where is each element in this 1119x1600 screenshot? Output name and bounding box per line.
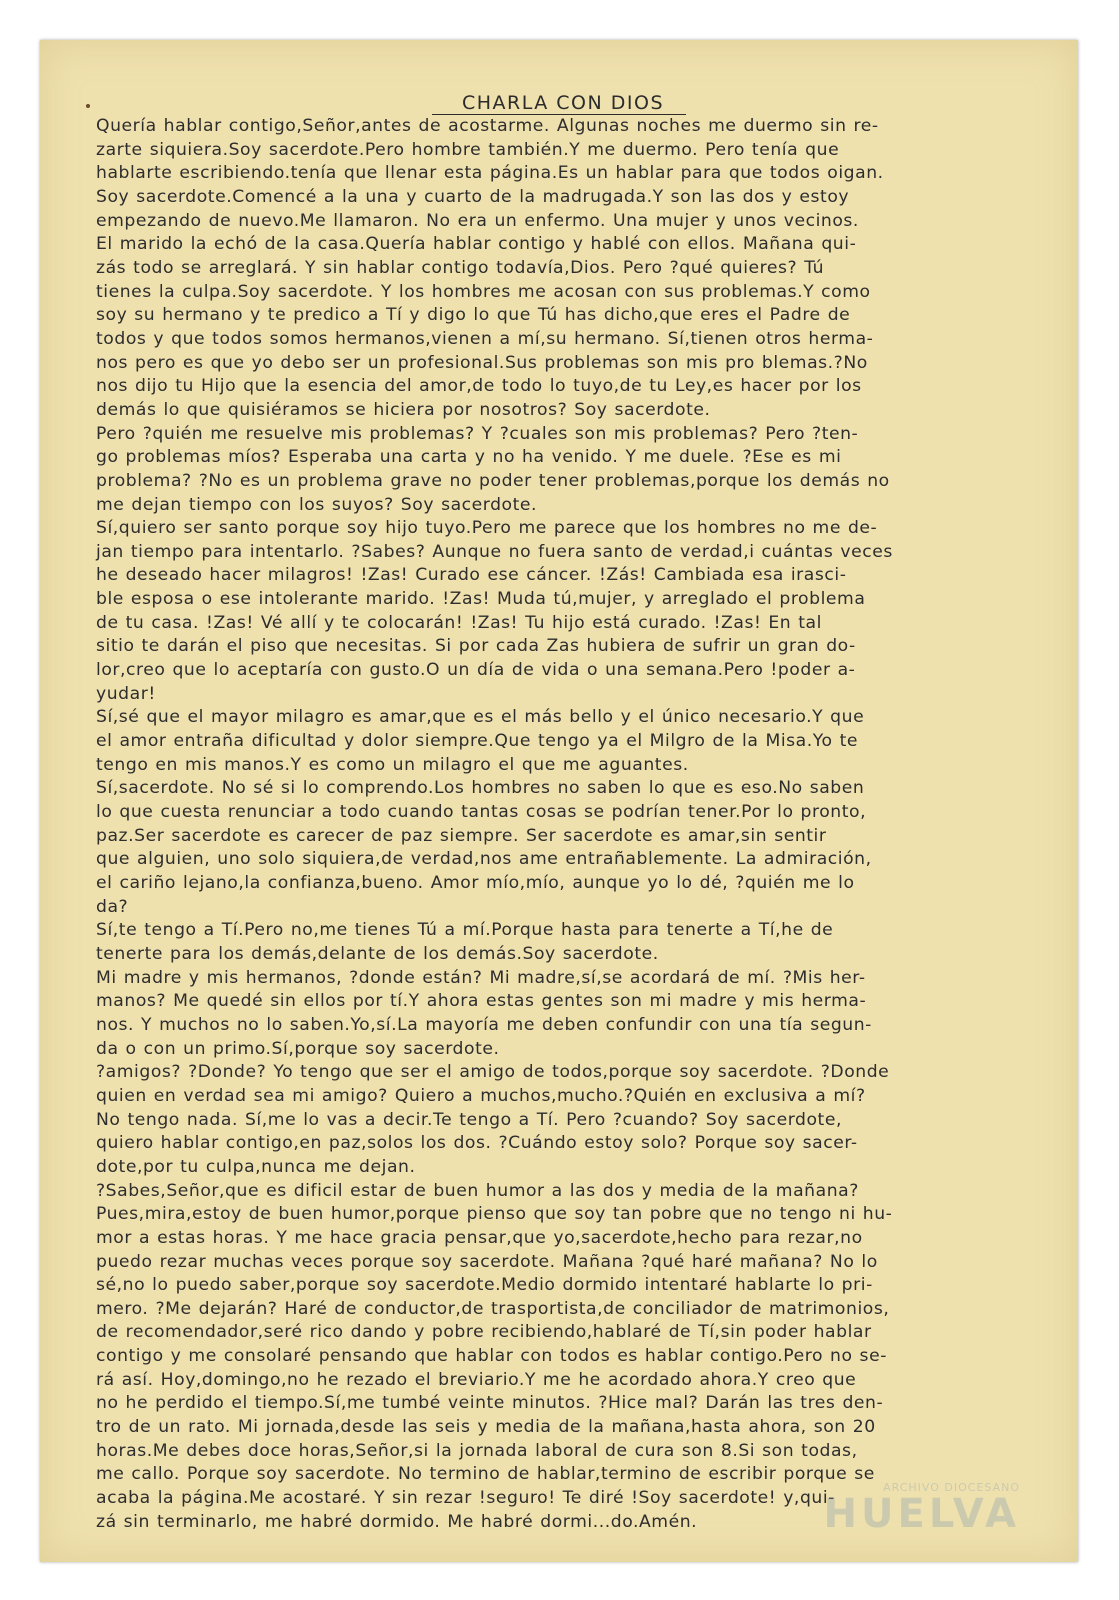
text-line: de recomendador,seré rico dando y pobre recibiendo,hablaré de Tí,sin poder hablar [96, 1322, 872, 1343]
text-line: Sí,quiero ser santo porque soy hijo tuyo.Pero me parece que los hombres no me de- [96, 518, 878, 539]
text-line: Soy sacerdote.Comencé a la una y cuarto de la madrugada.Y son las dos y estoy [96, 186, 850, 207]
text-line: puedo rezar muchas veces porque soy sacerdote. Mañana ?qué haré mañana? No lo [96, 1251, 878, 1272]
text-line: acaba la página.Me acostaré. Y sin rezar !seguro! Te diré !Soy sacerdote! y,qui- [96, 1488, 835, 1509]
text-line: mor a estas horas. Y me hace gracia pensar,que yo,sacerdote,hecho para rezar,no [96, 1227, 863, 1248]
text-line: que alguien, uno solo siquiera,de verdad,nos ame entrañablemente. La admiración, [96, 849, 872, 870]
text-line: ?amigos? ?Donde? Yo tengo que ser el amigo de todos,porque soy sacerdote. ?Donde [96, 1062, 890, 1083]
text-line: rá así. Hoy,domingo,no he rezado el breviario.Y me he acordado ahora.Y creo que [96, 1369, 857, 1390]
text-line: zarte siquiera.Soy sacerdote.Pero hombre también.Y me duermo. Pero tenía que [96, 139, 840, 160]
text-line: Sí,te tengo a Tí.Pero no,me tienes Tú a mí.Porque hasta para tenerte a Tí,he de [96, 920, 834, 941]
text-line: paz.Ser sacerdote es carecer de paz siempre. Ser sacerdote es amar,sin sentir [96, 825, 827, 846]
text-line: jan tiempo para intentarlo. ?Sabes? Aunque no fuera santo de verdad,i cuántas veces [96, 541, 893, 562]
text-line: nos. Y muchos no lo saben.Yo,sí.La mayoría me deben confundir con una tía segun- [96, 1014, 872, 1035]
text-line: Pues,mira,estoy de buen humor,porque pienso que soy tan pobre que no tengo ni hu- [96, 1204, 893, 1225]
text-line: zás todo se arreglará. Y sin hablar contigo todavía,Dios. Pero ?qué quieres? Tú [96, 257, 825, 278]
text-line: sé,no lo puedo saber,porque soy sacerdote.Medio dormido intentaré hablarte lo pri- [96, 1275, 873, 1296]
text-line: he deseado hacer milagros! !Zas! Curado ese cáncer. !Zás! Cambiada esa irasci- [96, 565, 847, 586]
text-line: El marido la echó de la casa.Quería hablar contigo y hablé con ellos. Mañana qui- [96, 234, 857, 255]
text-line: el cariño lejano,la confianza,bueno. Amor mío,mío, aunque yo lo dé, ?quién me lo [96, 873, 855, 893]
document-page [40, 40, 1078, 1562]
text-line: quien en verdad sea mi amigo? Quiero a muchos,mucho.?Quién en exclusiva a mí? [96, 1085, 866, 1106]
text-line: tienes la culpa.Soy sacerdote. Y los hombres me acosan con sus problemas.Y como [96, 281, 871, 302]
text-line: contigo y me consolaré pensando que hablar con todos es hablar contigo.Pero no se- [96, 1346, 887, 1367]
text-line: lo que cuesta renunciar a todo cuando tantas cosas se podrían tener.Por lo pronto, [96, 802, 867, 823]
watermark-line-1: ARCHIVO DIOCESANO [883, 1481, 1020, 1494]
text-line: da o con un primo.Sí,porque soy sacerdote. [96, 1038, 500, 1059]
text-line: horas.Me debes doce horas,Señor,si la jornada laboral de cura son 8.Si son todas, [96, 1440, 858, 1461]
text-line: problema? ?No es un problema grave no poder tener problemas,porque los demás no [96, 470, 890, 491]
text-line: no he perdido el tiempo.Sí,me tumbé veinte minutos. ?Hice mal? Darán las tres den- [96, 1393, 884, 1414]
text-line: go problemas míos? Esperaba una carta y no ha venido. Y me duele. ?Ese es mi [96, 447, 842, 468]
text-line: me callo. Porque soy sacerdote. No termino de hablar,termino de escribir porque se [96, 1464, 875, 1485]
text-line: ?Sabes,Señor,que es dificil estar de buen humor a las dos y media de la mañana? [96, 1180, 859, 1201]
text-line: empezando de nuevo.Me llamaron. No era un enfermo. Una mujer y unos vecinos. [96, 210, 859, 231]
text-line: No tengo nada. Sí,me lo vas a decir.Te tengo a Tí. Pero ?cuando? Soy sacerdote, [96, 1109, 842, 1130]
document-title [40, 92, 1078, 115]
text-line: el amor entraña dificultad y dolor siempre.Que tengo ya el Milgro de la Misa.Yo te [96, 731, 859, 752]
text-line: da? [96, 896, 129, 917]
text-line: nos pero es que yo debo ser un profesional.Sus problemas son mis pro blemas.?No [96, 352, 868, 373]
text-line: lor,creo que lo aceptaría con gusto.O un día de vida o una semana.Pero !poder a- [96, 660, 856, 681]
title-text: CHARLA CON DIOS [432, 92, 686, 115]
text-line: hablarte escribiendo.tenía que llenar esta página.Es un hablar para que todos oigan. [96, 163, 884, 184]
text-line: yudar! [96, 683, 156, 704]
text-line: nos dijo tu Hijo que la esencia del amor,de todo lo tuyo,de tu Ley,es hacer por los [96, 376, 862, 397]
text-line: manos? Me quedé sin ellos por tí.Y ahora estas gentes son mi madre y mis herma- [96, 991, 867, 1012]
text-line: tengo en mis manos.Y es como un milagro el que me aguantes. [96, 754, 689, 775]
text-line: zá sin terminarlo, me habré dormido. Me habré dormi...do.Amén. [96, 1511, 698, 1532]
text-line: Sí,sacerdote. No sé si lo comprendo.Los hombres no saben lo que es eso.No saben [96, 778, 865, 799]
text-line: Pero ?quién me resuelve mis problemas? Y ?cuales son mis problemas? Pero ?ten- [96, 423, 859, 444]
text-line: demás lo que quisiéramos se hiciera por nosotros? Soy sacerdote. [96, 399, 711, 420]
text-line: dote,por tu culpa,nunca me dejan. [96, 1156, 416, 1177]
text-line: me dejan tiempo con los suyos? Soy sacerdote. [96, 494, 538, 515]
text-line: mero. ?Me dejarán? Haré de conductor,de trasportista,de conciliador de matrimonios, [96, 1298, 890, 1319]
text-line: ble esposa o ese intolerante marido. !Zas! Muda tú,mujer, y arreglado el problema [96, 589, 866, 610]
text-line: Sí,sé que el mayor milagro es amar,que es el más bello y el único necesario.Y que [96, 707, 865, 728]
text-line: todos y que todos somos hermanos,vienen a mí,su hermano. Sí,tienen otros herma- [96, 328, 874, 349]
text-line: quiero hablar contigo,en paz,solos los dos. ?Cuándo estoy solo? Porque soy sacer- [96, 1133, 858, 1154]
text-line: sitio te darán el piso que necesitas. Si por cada Zas hubiera de sufrir un gran do- [96, 636, 856, 657]
text-line: tro de un rato. Mi jornada,desde las seis y media de la mañana,hasta ahora, son 20 [96, 1417, 876, 1438]
text-line: Mi madre y mis hermanos, ?donde están? Mi madre,sí,se acordará de mí. ?Mis her- [96, 967, 866, 988]
document-body [96, 115, 1048, 1537]
text-line: soy su hermano y te predico a Tí y digo lo que Tú has dicho,que eres el Padre de [96, 305, 851, 326]
text-line: Quería hablar contigo,Señor,antes de acostarme. Algunas noches me duermo sin re- [96, 116, 879, 136]
text-line: tenerte para los demás,delante de los demás.Soy sacerdote. [96, 943, 659, 964]
text-line: de tu casa. !Zas! Vé allí y te colocarán! !Zas! Tu hijo está curado. !Zas! En tal [96, 612, 822, 633]
watermark-line-2: HUELVA [823, 1491, 1020, 1537]
